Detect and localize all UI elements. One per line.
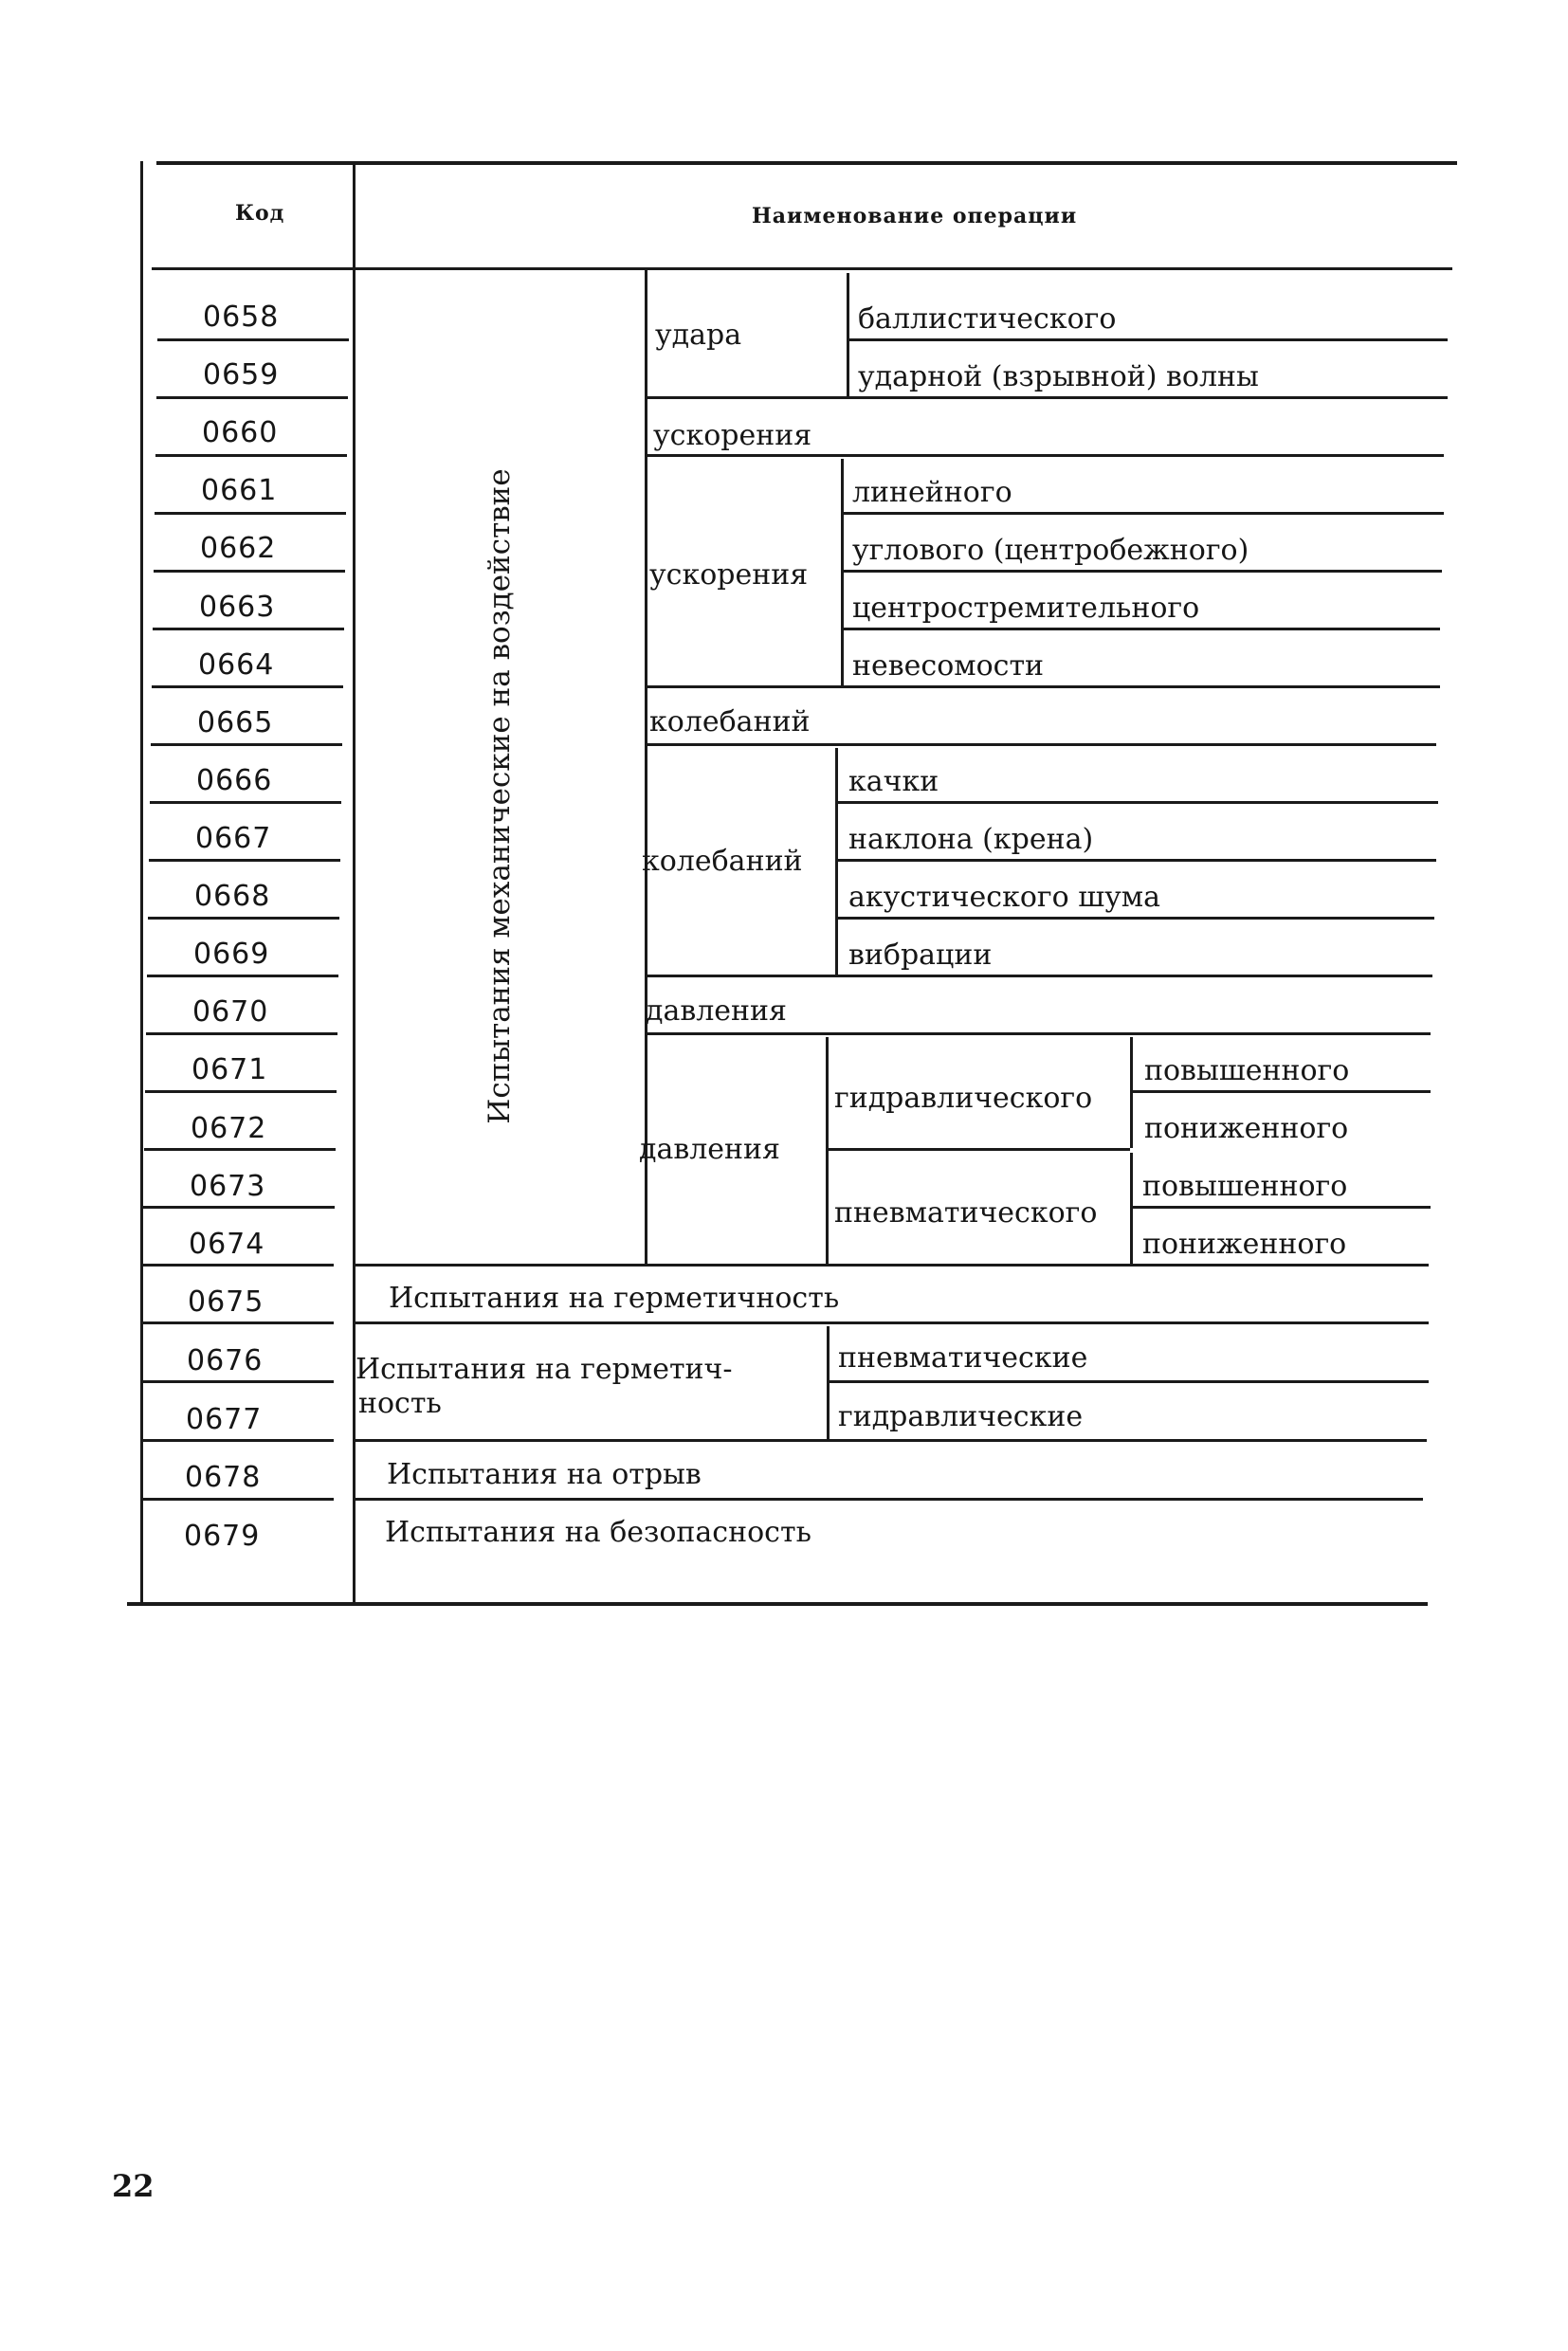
header-separator (152, 267, 1452, 270)
code-row-line (142, 1498, 334, 1501)
label-hydraulic-low: пониженного (1144, 1112, 1349, 1145)
code-row-line (156, 396, 348, 399)
label-kolebaniy-single: колебаний (649, 705, 811, 738)
code-cell: 0667 (195, 822, 272, 855)
code-row-line (157, 338, 349, 341)
code-cell: 0658 (203, 301, 280, 334)
level2-divider (645, 267, 647, 1265)
level3-row-line (844, 570, 1442, 573)
code-row-line (155, 512, 346, 515)
level4-row-line (1133, 1206, 1431, 1209)
code-row-line (142, 1321, 334, 1324)
label-pneumatic: пневматического (834, 1196, 1098, 1230)
label-uskoreniya-single: ускорения (653, 419, 812, 452)
level4-divider-pneumatic (1130, 1153, 1133, 1265)
level2-row-line (647, 743, 1436, 746)
label-hydraulic: гидравлического (834, 1082, 1093, 1115)
code-cell: 0660 (202, 416, 279, 449)
label-davleniya-single: давления (646, 994, 787, 1028)
label-sealing-tests-wrapped-2: ность (358, 1387, 442, 1420)
label-weightless: невесомости (852, 649, 1045, 683)
label-detachment-tests: Испытания на отрыв (387, 1458, 702, 1491)
code-row-line (154, 570, 345, 573)
label-vibration: вибрации (848, 939, 993, 972)
code-cell: 0670 (192, 995, 269, 1029)
row-line-0676 (356, 1321, 1429, 1324)
code-row-line (145, 1090, 337, 1093)
level3-row-line (838, 801, 1438, 804)
code-cell: 0679 (184, 1520, 261, 1553)
level2-row-line (647, 685, 1440, 688)
code-row-line (153, 628, 344, 630)
code-column-divider (353, 161, 356, 1604)
label-safety-tests: Испытания на безопасность (385, 1516, 811, 1549)
label-uskoreniya-group: ускорения (649, 558, 809, 592)
label-sealing-tests: Испытания на герметичность (389, 1282, 840, 1315)
code-cell: 0669 (193, 938, 270, 971)
level2-row-line (647, 975, 1432, 977)
code-cell: 0677 (186, 1403, 263, 1436)
code-cell: 0675 (188, 1285, 264, 1319)
code-cell: 0659 (203, 358, 280, 392)
code-row-line (149, 859, 340, 862)
page-number: 22 (112, 2168, 155, 2204)
code-cell: 0676 (187, 1344, 264, 1377)
label-pneumatic-low: пониженного (1142, 1228, 1347, 1261)
level2-row-line (647, 1032, 1431, 1035)
code-row-line (146, 1032, 337, 1035)
code-cell: 0671 (191, 1053, 268, 1086)
label-rolling: качки (848, 765, 939, 798)
code-cell: 0661 (201, 474, 278, 507)
code-row-line (142, 1380, 334, 1383)
code-cell: 0674 (189, 1228, 265, 1261)
label-pneumatic-tests: пневматические (838, 1341, 1088, 1375)
code-cell: 0663 (199, 591, 276, 624)
level3-row-line (829, 1148, 1130, 1151)
level3-row-line (844, 628, 1440, 630)
code-cell: 0678 (185, 1461, 262, 1494)
label-udara: удара (655, 319, 742, 352)
label-tilt: наклона (крена) (848, 823, 1094, 856)
code-cell: 0673 (190, 1170, 266, 1203)
label-hydraulic-tests: гидравлические (838, 1400, 1084, 1433)
code-row-line (142, 1439, 334, 1442)
row-line-0679 (356, 1498, 1423, 1501)
level2-row-line (647, 454, 1444, 457)
code-cell: 0664 (198, 648, 275, 682)
code-row-line (148, 917, 339, 920)
level3-row-line (849, 338, 1448, 341)
group-label-mechanical: Испытания механические на воздействие (483, 468, 517, 1124)
code-row-line (147, 975, 338, 977)
code-cell: 0672 (191, 1112, 267, 1145)
row-line-0675 (356, 1264, 1429, 1267)
code-cell: 0662 (200, 532, 277, 565)
label-davleniya-group: давления (639, 1133, 780, 1166)
header-operation-name: Наименование операции (752, 204, 1078, 228)
table-top-border (156, 161, 1457, 165)
level3-row-line (838, 917, 1434, 920)
label-hydraulic-high: повышенного (1144, 1054, 1350, 1087)
level4-row-line (1133, 1090, 1431, 1093)
code-row-line (143, 1206, 335, 1209)
code-row-line (142, 1264, 334, 1267)
code-cell: 0668 (194, 880, 271, 913)
code-row-line (151, 743, 342, 746)
code-row-line (155, 454, 347, 457)
label-shock-wave: ударной (взрывной) волны (858, 360, 1259, 393)
row-line-0678 (356, 1439, 1427, 1442)
header-code: Код (235, 201, 285, 226)
label-sealing-tests-wrapped-1: Испытания на герметич- (356, 1353, 733, 1386)
level3-divider-davleniya (826, 1037, 829, 1265)
label-linear: линейного (852, 476, 1012, 509)
level3-divider-udara (847, 273, 849, 396)
level2-row-line (647, 396, 1448, 399)
code-cell: 0666 (196, 764, 273, 797)
label-pneumatic-high: повышенного (1142, 1170, 1348, 1203)
code-cell: 0665 (197, 706, 274, 739)
code-row-line (152, 685, 343, 688)
level3-row-line (838, 859, 1436, 862)
row-line-0677-sub (830, 1380, 1429, 1383)
label-angular: углового (центробежного) (852, 534, 1249, 567)
label-ballistic: баллистического (858, 302, 1117, 336)
level3-row-line (844, 512, 1444, 515)
code-row-line (150, 801, 341, 804)
sealing-tests-divider (827, 1326, 830, 1439)
code-row-line (144, 1148, 336, 1151)
label-acoustic: акустического шума (848, 881, 1160, 914)
table-bottom-border (127, 1602, 1428, 1606)
label-centripetal: центростремительного (852, 592, 1200, 625)
table-left-border (140, 161, 143, 1604)
label-kolebaniy-group: колебаний (642, 845, 803, 878)
